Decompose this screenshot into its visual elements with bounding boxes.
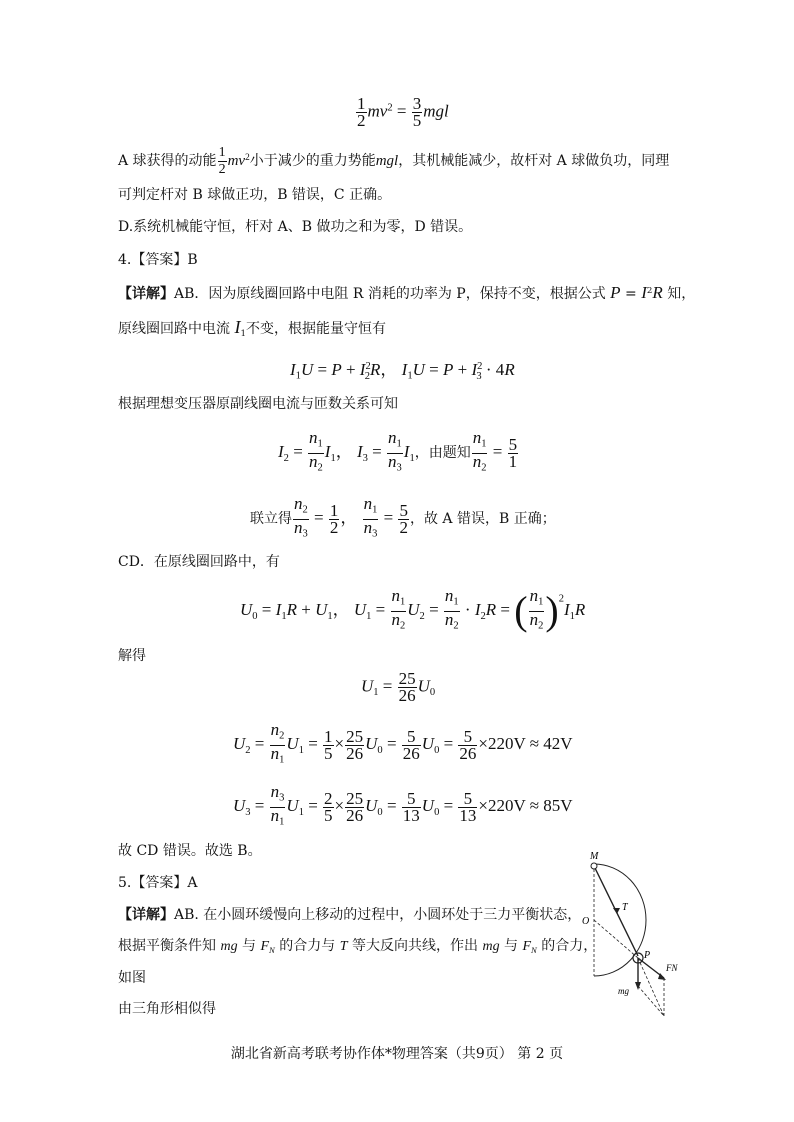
equation-u2: $U_2$ = $\frac{n_2}{n_1}$ $U_1$ = $\frac{1}{5}$ × $\frac{25}{26}$ $U_0$ = $\frac{5}{26}$ $U_0$ = $\frac{5}{26}$ ×220V ≈ 42V	[233, 720, 573, 766]
resultant-line	[638, 958, 664, 1016]
detail-tag: 【详解】	[118, 907, 174, 923]
q4-detail-2: 原线圈回路中电流 $I_1$不变，根据能量守恒有	[118, 317, 386, 340]
q5-detail-1: 【详解】AB. 在小圆环缓慢向上移动的过程中，小圆环处于三力平衡状态，	[118, 907, 582, 923]
text-a2: 小于减少的重力势能	[249, 152, 376, 169]
q4-solve: 解得	[118, 648, 146, 664]
tension-arrow	[613, 908, 620, 914]
label-fn: FN	[666, 963, 678, 973]
force-diagram	[578, 848, 688, 1023]
equation-u3: $U_3$ = $\frac{n_3}{n_1}$ $U_1$ = $\frac{2}{5}$ × $\frac{25}{26}$ $U_0$ = $\frac{5}{13}$ $U_0$ = $\frac{5}{13}$ ×220V ≈ 85V	[233, 782, 573, 828]
q5-detail-4: 由三角形相似得	[118, 1001, 216, 1017]
text-a3: ，其机械能减少，故杆对 A 球做负功，同理	[398, 152, 670, 169]
label-m: M	[590, 851, 599, 862]
q4-detail-1: 【详解】AB．因为原线圈回路中电阻 R 消耗的功率为 P，保持不变，根据公式 $P = I^2R$ 知，	[118, 282, 696, 302]
point-m	[591, 863, 597, 869]
resultant-side	[638, 986, 664, 1016]
page-footer: 湖北省新高考联考协作体*物理答案（共9页） 第 2 页	[230, 1046, 564, 1062]
equation-primary-voltage: $U_0 = I_1R + U_1$， $U_1$ = $\frac{n_1}{n_2}$ $U_2$ = $\frac{n_1}{n_2}$ · $I_2R$ = ( $\frac{n_1}{n_2}$ )$^2I_1R$	[240, 586, 586, 634]
text-line-a: A 球获得的动能 $\frac{1}{2}$ $mv^2$小于减少的重力势能mgl，其机械能减少，故杆对 A 球做负功，同理	[118, 145, 670, 177]
equation-energy-conservation: $I_1U = P + I^2_2R$， $I_1U = P + I^2_3 \cdot 4R$	[290, 360, 515, 382]
label-mg: mg	[618, 986, 629, 996]
q4-final: 故 CD 错误。故选 B。	[118, 843, 262, 859]
equation-u1: $U_1$ = $\frac{25}{26}$ $U_0$	[361, 669, 436, 705]
text-line-b: 可判定杆对 B 球做正功，B 错误，C 正确。	[118, 187, 392, 203]
q4-detail-3: 根据理想变压器原副线圈电流与匝数关系可知	[118, 396, 398, 412]
text-a1: A 球获得的动能	[118, 152, 217, 169]
label-o: O	[582, 916, 590, 927]
q5-detail-3: 如图	[118, 970, 146, 986]
radius-op	[594, 920, 638, 958]
label-t: T	[622, 902, 628, 913]
equation-combined: 联立得 $\frac{n_2}{n_3}$ = $\frac{1}{2}$ ， $\frac{n_1}{n_3}$ = $\frac{5}{2}$ ，故 A 错误，B 正确；	[250, 494, 556, 540]
equation-energy: $\frac{1}{2}$ $mv^2$ = $\frac{3}{5}$ mgl	[357, 94, 449, 130]
label-p: P	[644, 950, 651, 961]
q4-cd: CD．在原线圈回路中，有	[118, 554, 280, 570]
q4-answer: 4.【答案】B	[118, 252, 198, 268]
q5-detail-2: 根据平衡条件知 mg 与 $F_N$ 的合力与 T 等大反向共线，作出 mg 与 $F_N$ 的合力，	[118, 938, 598, 956]
text-line-d: D.系统机械能守恒，杆对 A、B 做功之和为零，D 错误。	[118, 219, 473, 235]
detail-tag: 【详解】	[118, 285, 174, 302]
q5-answer: 5.【答案】A	[118, 875, 198, 891]
equation-current-ratio: $I_2$ = $\frac{n_1}{n_2}$ $I_1$， $I_3$ = $\frac{n_1}{n_3}$ $I_1$，由题知 $\frac{n_1}{n_2}$ = $\frac{5}{1}$	[278, 428, 518, 474]
